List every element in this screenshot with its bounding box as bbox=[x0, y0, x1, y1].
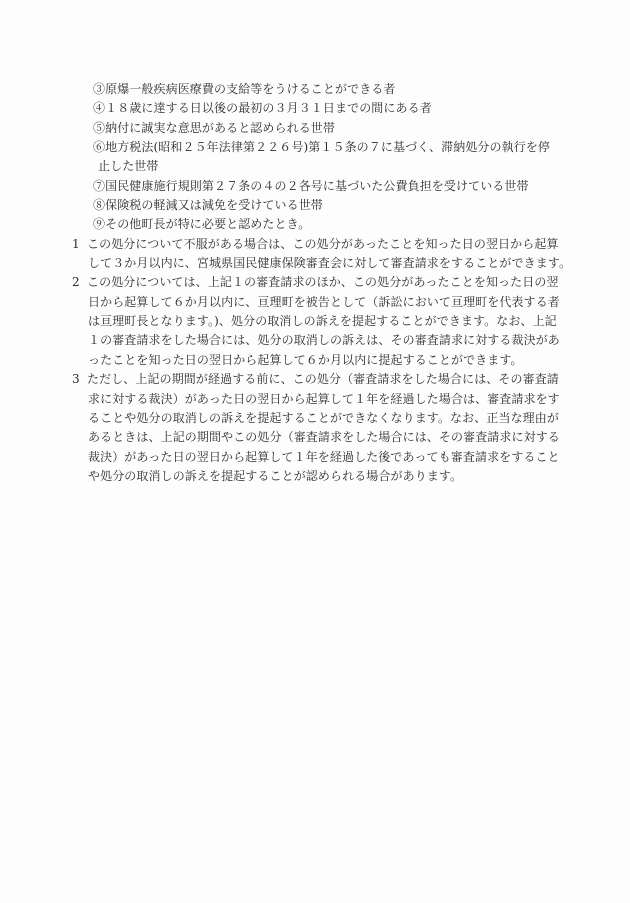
line-text: あるときは、上記の期間やこの処分（審査請求をした場合には、その審査請求に対する bbox=[88, 430, 560, 445]
line-text: この処分について不服がある場合は、この処分があったことを知った日の翌日から起算 bbox=[87, 236, 559, 251]
text-line bbox=[0, 312, 630, 331]
line-text: ったことを知った日の翌日から起算して６か月以内に提起することができます。 bbox=[88, 352, 523, 367]
text-line bbox=[0, 119, 630, 138]
text-line bbox=[0, 254, 630, 273]
line-text: ただし、上記の期間が経過する前に、この処分（審査請求をした場合には、その審査請 bbox=[87, 372, 559, 387]
text-line bbox=[0, 157, 630, 176]
text-line bbox=[0, 80, 630, 99]
line-text: 日から起算して６か月以内に、亘理町を被告として（訴訟において亘理町を代表する者 bbox=[88, 294, 560, 309]
paragraph-first-line bbox=[0, 273, 630, 292]
line-text: ⑦国民健康施行規則第２７条の４の２各号に基づいた公費負担を受けている世帯 bbox=[93, 178, 529, 193]
text-line bbox=[0, 467, 630, 486]
text-line bbox=[0, 215, 630, 234]
line-text: この処分については、上記１の審査請求のほか、この処分があったことを知った日の翌 bbox=[87, 275, 559, 290]
line-text: ⑨その他町長が特に必要と認めたとき。 bbox=[93, 217, 311, 232]
line-text: ⑤納付に誠実な意思があると認められる世帯 bbox=[93, 120, 336, 135]
line-text: は亘理町長となります。)、処分の取消しの訴えを提起することができます。なお、上記 bbox=[88, 314, 557, 329]
line-text: 止した世帯 bbox=[98, 159, 159, 174]
text-line bbox=[0, 448, 630, 467]
line-text: ③原爆一般疾病医療費の支給等をうけることができる者 bbox=[93, 82, 396, 96]
paragraph-first-line bbox=[0, 235, 630, 254]
line-text: や処分の取消しの訴えを提起することが認められる場合があります。 bbox=[88, 468, 463, 483]
line-text: して３か月以内に、宮城県国民健康保険審査会に対して審査請求をすることができます。 bbox=[88, 256, 572, 271]
paragraph-first-line bbox=[0, 370, 630, 389]
line-text: ④１８歳に達する日以後の最初の３月３１日までの間にある者 bbox=[93, 101, 432, 116]
line-text: １の審査請求をした場合には、処分の取消しの訴えは、その審査請求に対する裁決があ bbox=[88, 333, 560, 348]
text-line bbox=[0, 196, 630, 215]
paragraph-number: 1 bbox=[72, 236, 80, 251]
paragraph-number: 3 bbox=[72, 372, 80, 387]
text-line bbox=[0, 293, 630, 312]
text-line bbox=[0, 390, 630, 409]
line-text: 求に対する裁決）があった日の翌日から起算して１年を経過した場合は、審査請求をす bbox=[88, 391, 560, 406]
line-text: ⑥地方税法(昭和２５年法律第２２６号)第１５条の７に基づく、滞納処分の執行を停 bbox=[93, 140, 551, 155]
text-line bbox=[0, 331, 630, 350]
line-text: 裁決）があった日の翌日から起算して１年を経過した後であっても審査請求をすること bbox=[88, 449, 560, 464]
text-line bbox=[0, 409, 630, 428]
paragraph-number: 2 bbox=[72, 275, 80, 290]
line-text: ⑧保険税の軽減又は減免を受けている世帯 bbox=[93, 198, 323, 213]
text-line bbox=[0, 428, 630, 447]
text-line bbox=[0, 99, 630, 118]
text-line bbox=[0, 351, 630, 370]
text-line bbox=[0, 138, 630, 157]
document-text bbox=[0, 80, 630, 486]
text-line bbox=[0, 177, 630, 196]
line-text: ることや処分の取消しの訴えを提起することができなくなります。なお、正当な理由が bbox=[88, 410, 559, 425]
